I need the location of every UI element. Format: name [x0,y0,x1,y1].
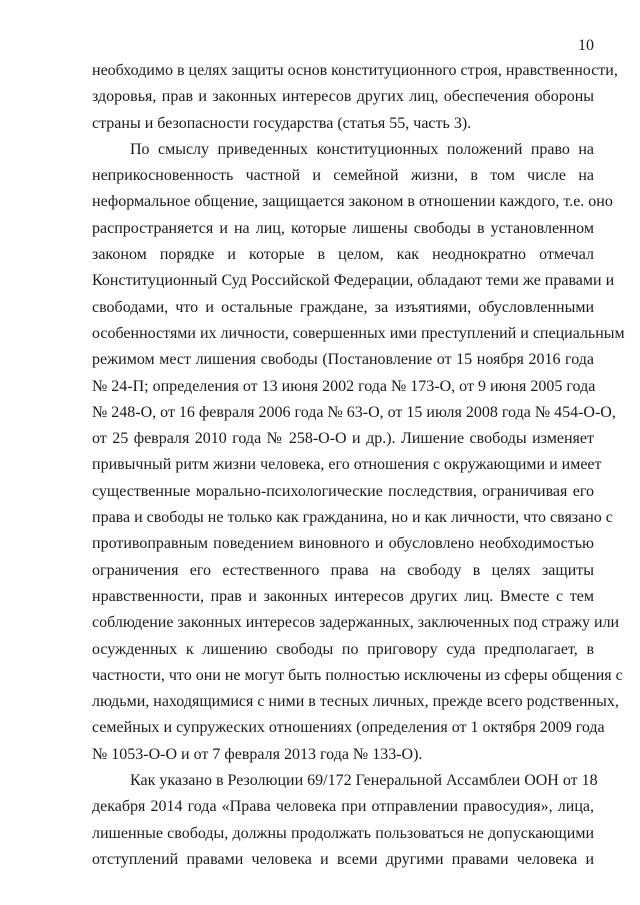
document-body [92,58,625,873]
text-line: особенностями их личности, совершенных ими преступлений и специальным [92,324,625,342]
text-line: неформальное общение, защищается законом в отношении каждого, т.е. оно [92,193,613,211]
text-line: необходимо в целях защиты основ конституционного строя, нравственности, [92,62,618,79]
paragraph [92,137,625,768]
text-line: законом порядке и которые в целом, как неоднократно отмечал [92,246,594,264]
paragraph [92,768,598,873]
text-line: страны и безопасности государства (статья 55, часть 3). [92,114,472,132]
text-line: от 25 февраля 2010 года № 258-О-О и др.). Лишение свободы изменяет [92,430,594,448]
text-line: привычный ритм жизни человека, его отношения с окружающими и имеет [92,456,602,474]
text-line: Как указано в Резолюции 69/172 Генеральной Ассамблеи ООН от 18 [130,772,598,790]
text-line: людьми, находящимися с ними в тесных личных, прежде всего родственных, [92,693,619,711]
paragraph [92,58,618,137]
text-line: Конституционный Суд Российской Федерации, обладают теми же правами и [92,272,615,290]
text-line: здоровья, прав и законных интересов других лиц, обеспечения обороны [92,88,594,106]
text-line: нравственности, прав и законных интересов других лиц. Вместе с тем [92,587,594,605]
text-line: соблюдение законных интересов задержанных, заключенных под стражу или [92,614,620,632]
text-line: № 24-П; определения от 13 июня 2002 года № 173-О, от 9 июня 2005 года [92,377,596,395]
text-line: свободами, что и остальные граждане, за изъятиями, обусловленными [92,298,594,316]
text-line: права и свободы не только как гражданина, но и как личности, что связано с [92,509,613,527]
text-line: отступлений правами человека и всеми другими правами человека и [92,850,594,868]
text-line: № 248-О, от 16 февраля 2006 года № 63-О, от 15 июля 2008 года № 454-О-О, [92,403,616,421]
text-line: существенные морально-психологические последствия, ограничивая его [92,482,594,500]
text-line: По смыслу приведенных конституционных положений право на [130,140,594,158]
text-line: противоправным поведением виновного и обусловлено необходимостью [92,535,594,553]
text-line: № 1053-О-О и от 7 февраля 2013 года № 133-О). [92,745,423,763]
text-line: режимом мест лишения свободы (Постановление от 15 ноября 2016 года [92,351,594,369]
page-number: 10 [578,37,594,54]
text-line: лишенные свободы, должны продолжать пользоваться не допускающими [92,824,594,842]
text-line: распространяется и на лиц, которые лишены свободы в установленном [92,219,594,237]
text-line: декабря 2014 года «Права человека при отправлении правосудия», лица, [92,798,594,816]
text-line: частности, что они не могут быть полностью исключены из сферы общения с [92,666,623,684]
text-line: семейных и супружеских отношениях (определения от 1 октября 2009 года [92,719,605,737]
text-line: неприкосновенность частной и семейной жизни, в том числе на [92,167,594,185]
text-line: осужденных к лишению свободы по приговору суда предполагает, в [92,640,594,658]
text-line: ограничения его естественного права на свободу в целях защиты [92,561,594,579]
